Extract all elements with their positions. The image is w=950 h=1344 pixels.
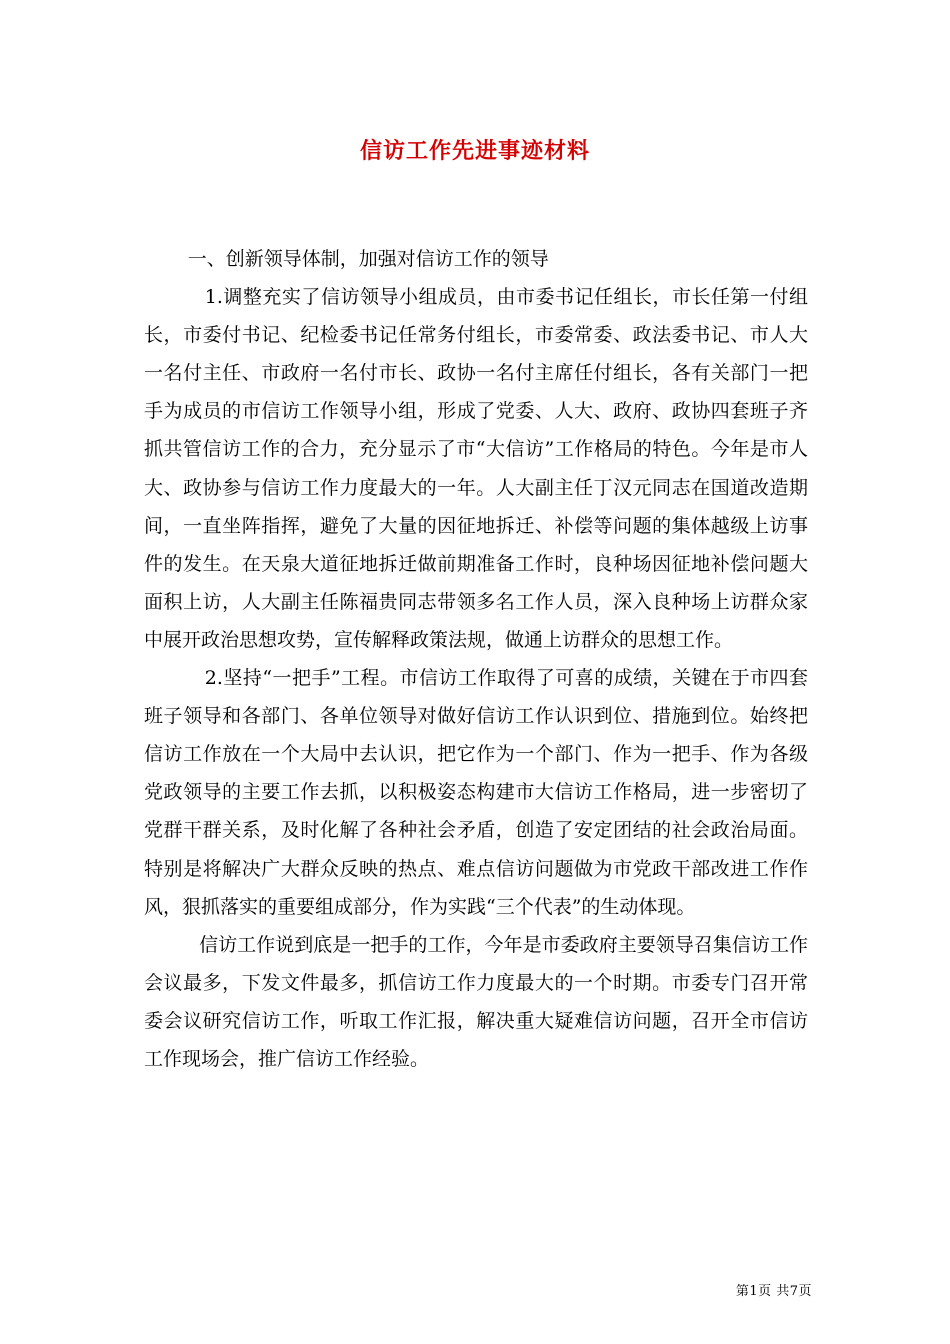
document-body xyxy=(144,240,808,1078)
page-number: 第1页 共7页 xyxy=(735,1284,812,1299)
paragraph-item-1: 1.调整充实了信访领导小组成员，由市委书记任组长，市长任第一付组长，市委付书记、纪检委书记任常务付组长，市委常委、政法委书记、市人大一名付主任、市政府一名付市长、政协一名付主席任付组长，各有关部门一把手为成员的市信访工作领导小组，形成了党委、人大、政府、政协四套班子齐抓共管信访工作的合力，充分显示了市“大信访”工作格局的特色。今年是市人大、政协参与信访工作力度最大的一年。人大副主任丁汉元同志在国道改造期间，一直坐阵指挥，避免了大量的因征地拆迁、补偿等问题的集体越级上访事件的发生。在天泉大道征地拆迁做前期准备工作时，良种场因征地补偿问题大面积上访，人大副主任陈福贵同志带领多名工作人员，深入良种场上访群众家中展开政治思想攻势，宣传解释政策法规，做通上访群众的思想工作。 xyxy=(144,286,808,651)
paragraph-leadership: 信访工作说到底是一把手的工作，今年是市委政府主要领导召集信访工作会议最多，下发文件最多，抓信访工作力度最大的一个时期。市委专门召开常委会议研究信访工作，听取工作汇报，解决重大疑难信访问题，召开全市信访工作现场会，推广信访工作经验。 xyxy=(144,933,808,1070)
document-title: 信访工作先进事迹材料 xyxy=(359,138,590,164)
paragraph-item-2: 2.坚持“一把手”工程。市信访工作取得了可喜的成绩，关键在于市四套班子领导和各部门、各单位领导对做好信访工作认识到位、措施到位。始终把信访工作放在一个大局中去认识，把它作为一个部门、作为一把手、作为各级党政领导的主要工作去抓，以积极姿态构建市大信访工作格局，进一步密切了党群干群关系，及时化解了各种社会矛盾，创造了安定团结的社会政治局面。特别是将解决广大群众反映的热点、难点信访问题做为市党政干部改进工作作风，狠抓落实的重要组成部分，作为实践“三个代表”的生动体现。 xyxy=(144,667,808,918)
section-heading: 一、创新领导体制，加强对信访工作的领导 xyxy=(187,248,549,270)
